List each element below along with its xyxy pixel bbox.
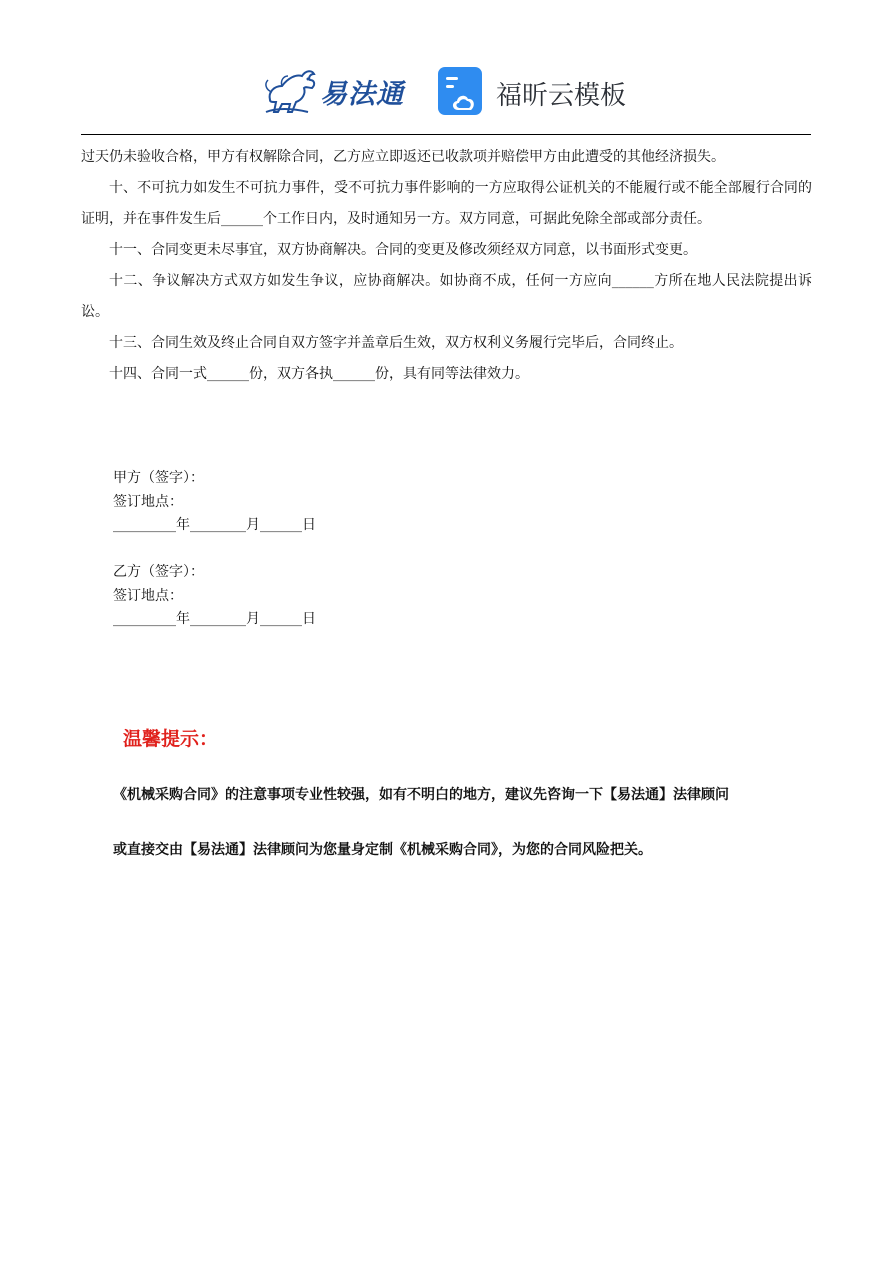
tip-line-1: 《机械采购合同》的注意事项专业性较强，如有不明白的地方，建议先咨询一下【易法通】法律顾问 <box>113 787 729 803</box>
fuxin-logo <box>436 66 636 118</box>
paragraph-continuation: 过天仍未验收合格，甲方有权解除合同，乙方应立即返还已收款项并赔偿甲方由此遭受的其他经济损失。 <box>81 149 725 165</box>
party-a-signer-label: 甲方（签字）： <box>113 470 204 486</box>
contract-body <box>81 142 812 390</box>
yifatong-logo-text: 易法通 <box>320 79 404 110</box>
page-header <box>0 58 893 122</box>
fuxin-logo-text: 福昕云模板 <box>496 81 627 111</box>
tip-line-2: 或直接交由【易法通】法律顾问为您量身定制《机械采购合同》，为您的合同风险把关。 <box>113 842 652 858</box>
party-a-place-label: 签订地点： <box>113 493 183 510</box>
header-divider <box>81 134 811 135</box>
party-a-signature-block <box>113 467 513 538</box>
clause-14-copies: 十四、合同一式______份，双方各执______份，具有同等法律效力。 <box>109 366 529 382</box>
clause-13-effect: 十三、合同生效及终止合同自双方签字并盖章后生效，双方权利义务履行完毕后，合同终止。 <box>109 335 683 351</box>
clause-12-dispute: 十二、争议解决方式双方如发生争议，应协商解决。如协商不成，任何一方应向______方所在地人民法院提出诉讼。 <box>81 273 812 320</box>
clause-10-force-majeure: 十、不可抗力如发生不可抗力事件，受不可抗力事件影响的一方应取得公证机关的不能履行或不能全部履行合同的证明，并在事件发生后______个工作日内，及时通知另一方。双方同意，可据此免除全部或部分责任。 <box>81 180 812 227</box>
party-b-place-label: 签订地点： <box>113 587 183 604</box>
yifatong-logo <box>262 62 414 118</box>
party-b-signature-block <box>113 561 513 632</box>
party-b-date-line: _________年________月______日 <box>113 611 316 627</box>
party-a-date-line: _________年________月______日 <box>113 517 316 533</box>
clause-11-amendment: 十一、合同变更未尽事宜，双方协商解决。合同的变更及修改须经双方同意，以书面形式变更。 <box>109 242 697 258</box>
tip-title: 温馨提示： <box>123 728 219 750</box>
cloud-document-icon <box>436 66 486 116</box>
party-b-signer-label: 乙方（签字）： <box>113 564 204 580</box>
qilin-icon <box>262 62 322 118</box>
